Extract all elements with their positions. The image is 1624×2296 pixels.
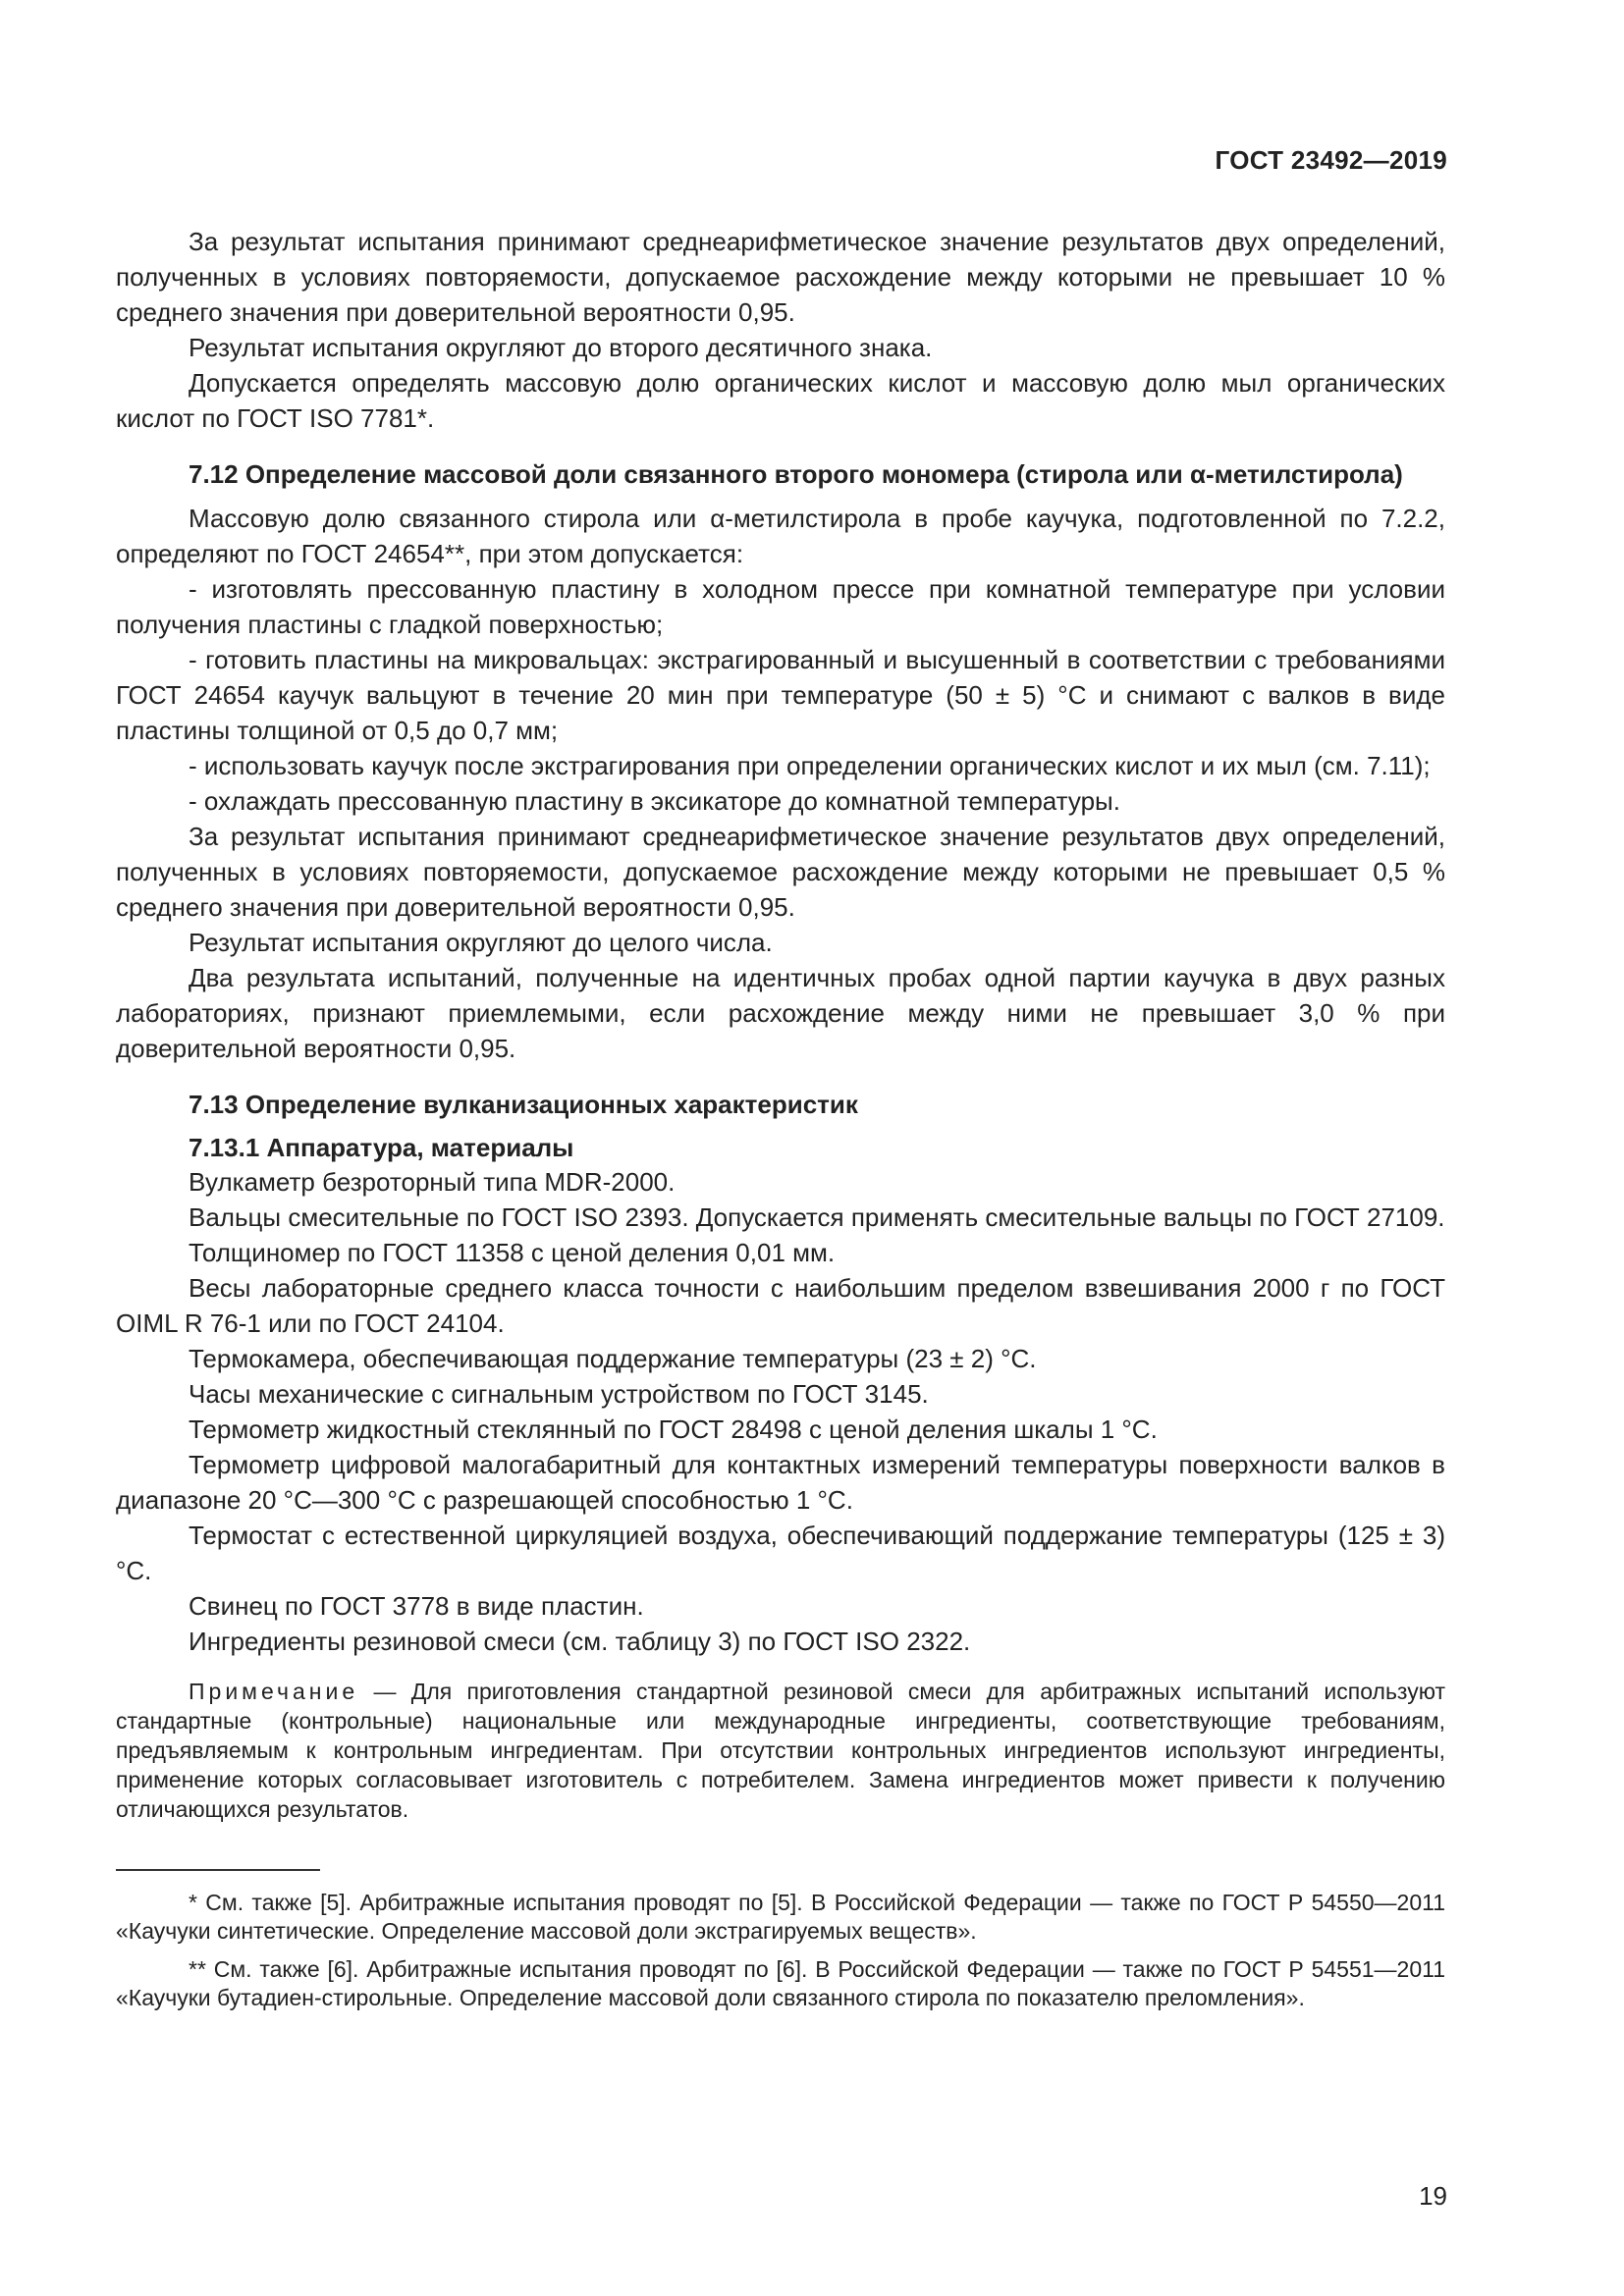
equipment-item: Часы механические с сигнальным устройством по ГОСТ 3145.	[189, 1379, 929, 1409]
equipment-item: Термокамера, обеспечивающая поддержание температуры (23 ± 2) °С.	[189, 1344, 1037, 1373]
section-heading-7-12: 7.12 Определение массовой доли связанного второго мономера (стирола или α-метилстирола)	[189, 459, 1403, 489]
document-id: ГОСТ 23492—2019	[1215, 145, 1447, 175]
paragraph: Результат испытания округляют до второго десятичного знака.	[189, 333, 933, 362]
list-item: - изготовлять прессованную пластину в холодном прессе при комнатной температуре при условии получения пластины с гладкой поверхностью;	[116, 574, 1445, 639]
paragraph: Допускается определять массовую долю органических кислот и массовую долю мыл органических кислот по ГОСТ ISO 7781*.	[116, 368, 1445, 433]
equipment-item: Свинец по ГОСТ 3778 в виде пластин.	[189, 1591, 644, 1621]
equipment-item: Термометр жидкостный стеклянный по ГОСТ 28498 с ценой деления шкалы 1 °С.	[189, 1415, 1158, 1444]
page-body	[116, 224, 1445, 2022]
footnote: * См. также [5]. Арбитражные испытания проводят по [5]. В Российской Федерации — также по ГОСТ Р 54550—2011 «Каучуки синтетические. Определение массовой доли экстрагируемых веществ».	[116, 1890, 1445, 1944]
equipment-item: Ингредиенты резиновой смеси (см. таблицу 3) по ГОСТ ISO 2322.	[189, 1627, 971, 1656]
note	[116, 1677, 1445, 1824]
equipment-item: Толщиномер по ГОСТ 11358 с ценой деления 0,01 мм.	[189, 1238, 836, 1267]
equipment-item: Термометр цифровой малогабаритный для контактных измерений температуры поверхности валков в диапазоне 20 °С—300 °С с разрешающей способностью 1 °С.	[116, 1450, 1445, 1515]
subsection-heading-7-13-1: 7.13.1 Аппаратура, материалы	[189, 1133, 574, 1162]
paragraph: За результат испытания принимают среднеарифметическое значение результатов двух определений, полученных в условиях повторяемости, допускаемое расхождение между которыми не превышает 10 % среднего значения при доверительной вероятности 0,95.	[116, 227, 1445, 327]
paragraph: Два результата испытаний, полученные на идентичных пробах одной партии каучука в двух разных лабораториях, признают приемлемыми, если расхождение между ними не превышает 3,0 % при доверительной вероятности 0,95.	[116, 963, 1445, 1063]
footnote: ** См. также [6]. Арбитражные испытания проводят по [6]. В Российской Федерации — также по ГОСТ Р 54551—2011 «Каучуки бутадиен-стирольные. Определение массовой доли связанного стирола по показателю преломления».	[116, 1956, 1445, 2010]
note-label: Примечание	[189, 1679, 359, 1704]
paragraph: Массовую долю связанного стирола или α-метилстирола в пробе каучука, подготовленной по 7.2.2, определяют по ГОСТ 24654**, при этом допускается:	[116, 504, 1445, 568]
section-heading-7-13: 7.13 Определение вулканизационных характеристик	[189, 1090, 858, 1119]
equipment-item: Вальцы смесительные по ГОСТ ISO 2393. Допускается применять смесительные вальцы по ГОСТ 27109.	[189, 1202, 1445, 1232]
equipment-item: Термостат с естественной циркуляцией воздуха, обеспечивающий поддержание температуры (125 ± 3) °С.	[116, 1521, 1445, 1585]
note-text: — Для приготовления стандартной резиновой смеси для арбитражных испытаний используют стандартные (контрольные) национальные или международные ингредиенты, соответствующие требованиям, предъявляемым к контрольным ингредиентам. При отсутствии контрольных ингредиентов используют ингредиенты, применение которых согласовывает изготовитель с потребителем. Замена ингредиентов может привести к получению отличающихся результатов.	[116, 1679, 1445, 1822]
paragraph: За результат испытания принимают среднеарифметическое значение результатов двух определений, полученных в условиях повторяемости, допускаемое расхождение между которыми не превышает 0,5 % среднего значения при доверительной вероятности 0,95.	[116, 822, 1445, 922]
equipment-item: Весы лабораторные среднего класса точности с наибольшим пределом взвешивания 2000 г по ГОСТ OIML R 76-1 или по ГОСТ 24104.	[116, 1273, 1445, 1338]
page-number: 19	[1419, 2181, 1447, 2211]
equipment-item: Вулкаметр безроторный типа MDR-2000.	[189, 1167, 676, 1197]
list-item: - охлаждать прессованную пластину в эксикаторе до комнатной температуры.	[189, 786, 1120, 816]
footnote-divider	[116, 1869, 320, 1871]
paragraph: Результат испытания округляют до целого числа.	[189, 928, 773, 957]
list-item: - использовать каучук после экстрагирования при определении органических кислот и их мыл (см. 7.11);	[189, 751, 1431, 780]
list-item: - готовить пластины на микровальцах: экстрагированный и высушенный в соответствии с требованиями ГОСТ 24654 каучук вальцуют в течение 20 мин при температуре (50 ± 5) °С и снимают с валков в виде пластины толщиной от 0,5 до 0,7 мм;	[116, 645, 1445, 745]
